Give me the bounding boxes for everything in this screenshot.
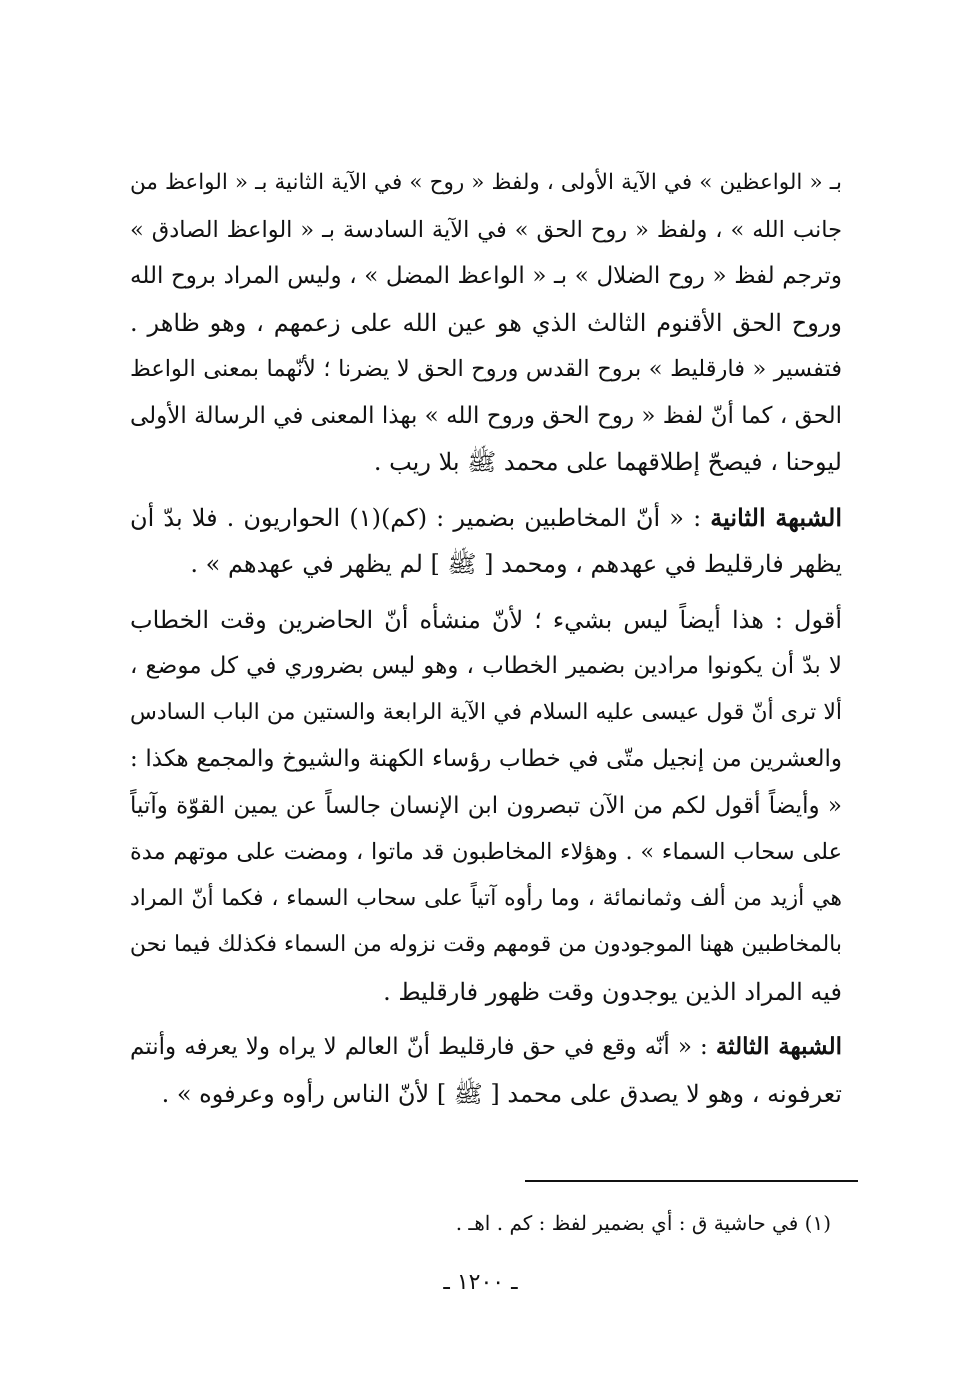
- text-line: ليوحنا ، فيصحّ إطلاقهما على محمد ﷺ بلا ريب .: [373, 448, 842, 476]
- section-heading: الشبهة الثانية: [710, 502, 842, 532]
- paragraph-2: [130, 495, 842, 588]
- text-line: « وأيضاً أقول لكم من الآن تبصرون ابن الإنسان جالساً عن يمين القوّة وآتياً: [130, 792, 842, 819]
- text-line: والعشرين من إنجيل متّى في خطاب رؤساء الكهنة والشيوخ والمجمع هكذا :: [130, 746, 842, 772]
- text-line: بالمخاطبين ههنا الموجودون من قومهم وقت نزوله من السماء فكذلك فيما نحن: [130, 932, 842, 957]
- text-run: : « أنّه وقع في حق فارقليط أنّ العالم لا يراه ولا يعرفه وأنتم: [130, 1034, 716, 1060]
- text-line: يظهر فارقليط في عهدهم ، ومحمد [ ﷺ ] لم يظهر في عهدهم » .: [190, 550, 842, 578]
- paragraph-1: [130, 160, 842, 486]
- paragraph-3: [130, 597, 842, 1016]
- text-run: : « أنّ المخاطبين بضمير : (كم)(١) الحواريون . فلا بدّ أن: [130, 503, 711, 532]
- section-heading: الشبهة الثالثة: [715, 1033, 842, 1060]
- text-line: تعرفونه ، وهو لا يصدق على محمد [ ﷺ ] لأنّ الناس رأوه وعرفوه » .: [161, 1079, 842, 1108]
- text-line: فتفسير « فارقليط » بروح القدس وروح الحق لا يضرنا ؛ لأنّهما بمعنى الواعظ: [130, 356, 842, 382]
- footnote: (١) في حاشية ق : أي بضمير لفظ : كم . اهـ .: [455, 1211, 831, 1235]
- text-line: ألا ترى أنّ قول عيسى عليه السلام في الآية الرابعة والستين من الباب السادس: [130, 699, 842, 725]
- text-line: جانب الله » ، ولفظ « روح الحق » في الآية السادسة بـ « الواعظ الصادق »: [130, 216, 842, 243]
- paragraph-4: [130, 1024, 842, 1117]
- page-body: [130, 160, 842, 1117]
- text-line: [130, 1024, 842, 1071]
- text-line: لا بدّ أن يكونوا مرادين بضمير الخطاب ، وهو ليس بضروري في كل موضع ،: [130, 653, 842, 679]
- text-line: أقول : هذا أيضاً ليس بشيء ؛ لأنّ منشأه أنّ الحاضرين وقت الخطاب: [130, 605, 842, 634]
- text-line: على سحاب السماء » . وهؤلاء المخاطبون قد ماتوا ، ومضت على موتهم مدة: [130, 839, 842, 865]
- text-line: هي أزيد من ألف وثمانمائة ، وما رأوه آتياً على سحاب السماء ، فكما أنّ المراد: [130, 885, 842, 911]
- footnote-divider: [525, 1180, 858, 1182]
- text-line: فيه المراد الذين يوجدون وقت ظهور فارقليط .: [383, 977, 842, 1006]
- page-number: ـ ١٢٠٠ ـ: [443, 1270, 518, 1295]
- text-line: وروح الحق الأقنوم الثالث الذي هو عين الله على زعمهم ، وهو ظاهر .: [130, 308, 842, 337]
- text-line: وترجم لفظ « روح الضلال » بـ « الواعظ المضل » ، وليس المراد بروح الله: [130, 263, 842, 289]
- text-line: [130, 495, 842, 542]
- text-line: الحق ، كما أنّ لفظ « روح الحق وروح الله » بهذا المعنى في الرسالة الأولى: [130, 402, 842, 429]
- text-line: بـ « الواعظين » في الآية الأولى ، ولفظ « روح » في الآية الثانية بـ « الواعظ من: [130, 170, 842, 195]
